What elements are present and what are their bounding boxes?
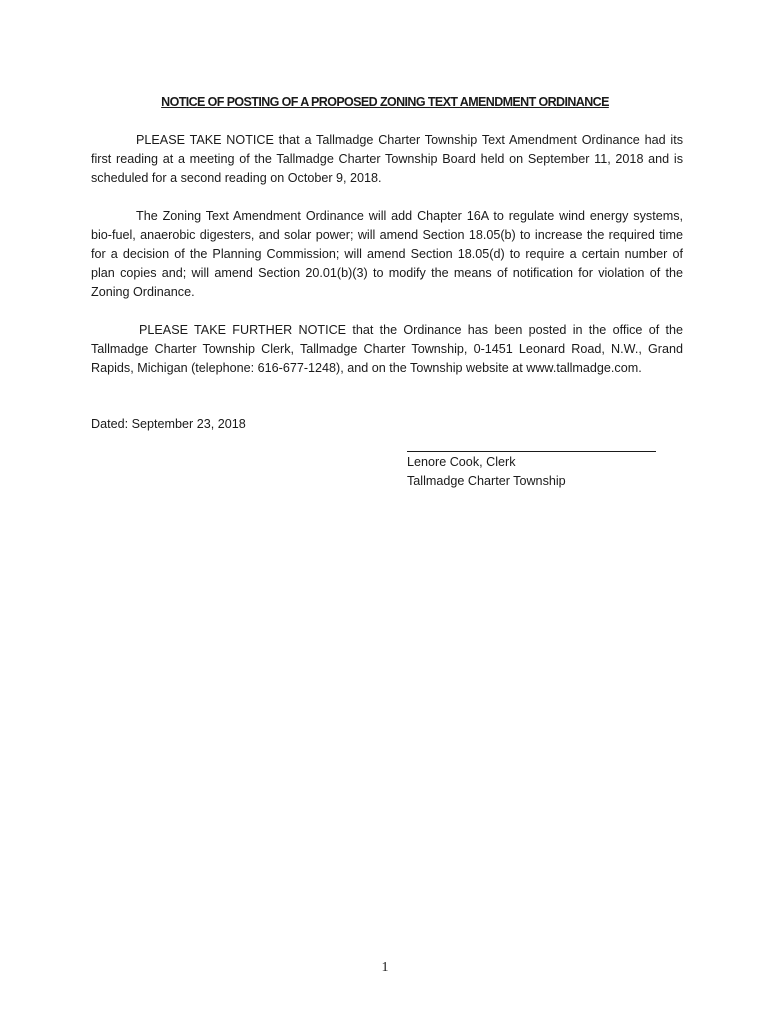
notice-paragraph-posting: PLEASE TAKE FURTHER NOTICE that the Ordinance has been posted in the office of the Tallmadge Charter Township Clerk, Tallmadge Charter Township, 0-1451 Leonard Road, N.W., Grand Rapids, Michigan (telephone: 616-677-1248), and on the Township website at www.tallmadge.com. <box>91 323 683 375</box>
signature-line <box>407 451 656 452</box>
notice-paragraph-reading: PLEASE TAKE NOTICE that a Tallmadge Charter Township Text Amendment Ordinance had its first reading at a meeting of the Tallmadge Charter Township Board held on September 11, 2018 and is scheduled for a second reading on October 9, 2018. <box>91 133 683 185</box>
page-number: 1 <box>381 960 389 975</box>
dated-line: Dated: September 23, 2018 <box>91 417 246 431</box>
signatory-name: Lenore Cook, Clerk <box>407 455 516 469</box>
notice-paragraph-amendments: The Zoning Text Amendment Ordinance will add Chapter 16A to regulate wind energy systems, bio-fuel, anaerobic digesters, and solar power; will amend Section 18.05(b) to increase the required time for a decision of the Planning Commission; will amend Section 18.05(d) to require a certain number of plan copies and; will amend Section 20.01(b)(3) to modify the means of notification for violation of the Zoning Ordinance. <box>91 209 683 299</box>
document-title: NOTICE OF POSTING OF A PROPOSED ZONING TEXT AMENDMENT ORDINANCE <box>161 95 609 109</box>
signatory-organization: Tallmadge Charter Township <box>407 474 566 488</box>
